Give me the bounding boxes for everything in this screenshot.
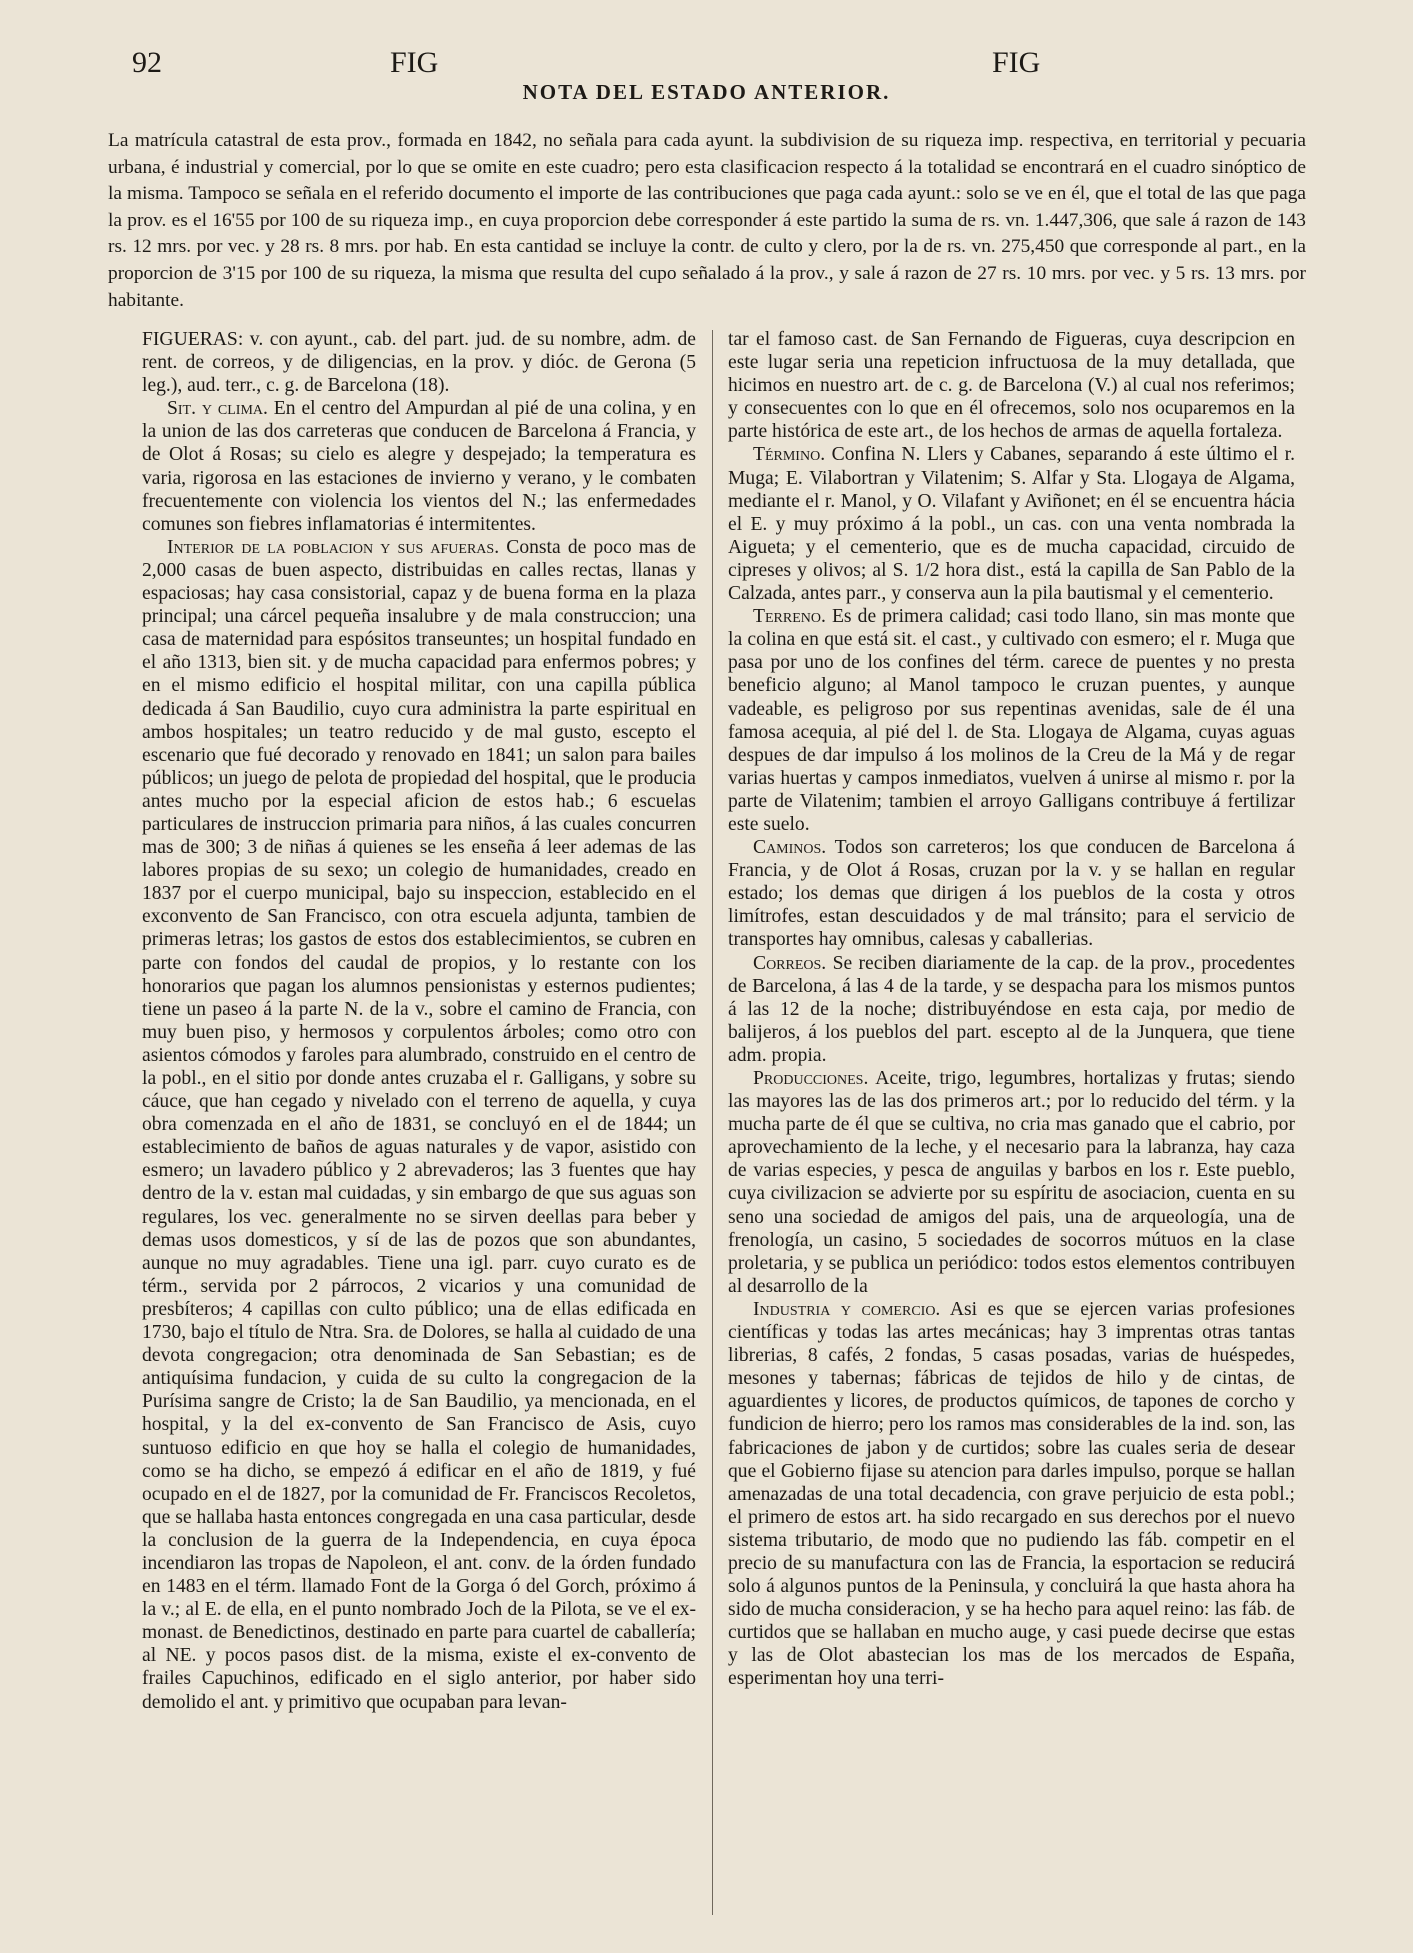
- paragraph-text: En el centro del Ampurdan al pié de una colina, y en la union de las dos carreteras que conducen de Barcelona á Francia, y de Olot á Rosas; su cielo es alegre y despejado; la temperatura es varia, rigorosa en las estaciones de invierno y verano, y le combaten frecuentemente con violencia los vientos del N.; las enfermedades comunes son fiebres inflamatorias é intermitentes.: [142, 398, 696, 535]
- paragraph: [142, 328, 696, 397]
- paragraph: [728, 605, 1295, 836]
- paragraph-text: : v. con ayunt., cab. del part. jud. de su nombre, adm. de rent. de correos, y de diligencias, en la prov. y dióc. de Gerona (5 leg.), aud. terr., c. g. de Barcelona (18).: [142, 329, 696, 397]
- section-heading: Terreno.: [753, 606, 826, 628]
- paragraph: [728, 836, 1295, 951]
- paragraph-text: Asi es que se ejercen varias profesiones científicas y todas las artes mecánicas; hay 3 imprentas otras tantas librerias, 8 cafés, 2 fondas, 5 casas posadas, varias de huéspedes, mesones y tabernas; fábricas de tejidos de hilo y de cintas, de aguardientes y licores, de productos químicos, de tapones de corcho y fundicion de hierro; pero los ramos mas considerables de la ind. son, las fabricaciones de jabon y de curtidos; sobre las cuales seria de desear que el Gobierno fijase su atencion para darles impulso, porque se hallan amenazadas de una total decadencia, con grave perjuicio de esta pobl.; el primero de estos art. ha sido recargado en sus derechos por el nuevo sistema tributario, de modo que no pudiendo las fáb. competir en el precio de su manufactura con las de Francia, la esportacion se reducirá solo á algunos puntos de la Peninsula, y concluirá la que hasta ahora ha sido de mucha consideracion, y se ha hecho para aquel reino: las fáb. de curtidos que se hallaban en mucho auge, y casi puede decirse que estas y las de Olot abastecian los mas de los mercados de España, esperimentan hoy una terri-: [728, 1298, 1295, 1690]
- paragraph: [728, 328, 1295, 443]
- paragraph-text: Todos son carreteros; los que conducen de Barcelona á Francia, y de Olot á Rosas, cruzan por la v. y se hallan en regular estado; los demas que dirigen á los pueblos de la costa y otros limítrofes, estan descuidados y de mal tránsito; para el servicio de transportes hay omnibus, calesas y caballerias.: [728, 837, 1295, 951]
- paragraph: [728, 952, 1295, 1067]
- paragraph: [728, 1067, 1295, 1298]
- section-heading: Producciones.: [753, 1068, 869, 1089]
- left-column: [142, 328, 696, 1714]
- section-heading: Industria y comercio.: [753, 1298, 941, 1320]
- column-divider: [712, 330, 713, 1915]
- paragraph-text: Confina N. Llers y Cabanes, separando á este último el r. Muga; E. Vilabortran y Vilatenim; S. Alfar y Sta. Llogaya de Algama, mediante el r. Manol, y O. Vilafant y Aviñonet; en él se encuentra hácia el E. y muy próximo á la pobl., un cas. con una venta nombrada la Aigueta; y el cementerio, que es de mucha capacidad, circuido de cipreses y olivos; al S. 1/2 hora dist., está la capilla de San Pablo de la Calzada, antes parr., y conserva aun la pila bautismal y el cementerio.: [728, 444, 1295, 605]
- paragraph: [728, 443, 1295, 605]
- section-heading: FIGUERAS: [142, 329, 238, 350]
- running-head-left: FIG: [390, 46, 439, 79]
- paragraph-text: Se reciben diariamente de la cap. de la prov., procedentes de Barcelona, á las 4 de la tarde, y se despacha para los mismos puntos á las 12 de la noche; distribuyéndose en esta caja, por medio de balijeros, á los pueblos del part. escepto al de la Junquera, que tiene adm. propia.: [728, 952, 1295, 1066]
- paragraph: [142, 397, 696, 536]
- section-heading: Correos.: [753, 952, 827, 974]
- paragraph-text: Aceite, trigo, legumbres, hortalizas y frutas; siendo las mayores las de las dos primeros art.; por lo reducido del térm. y la mucha parte de él que se cultiva, no cria mas ganado que el cabrio, por aprovechamiento de la leche, y el necesario para la labranza, hay caza de varias especies, y pesca de anguilas y barbos en los r. Este pueblo, cuya civilizacion se advierte por su espíritu de asociacion, cuenta en su seno una sociedad de amigos del pais, una de arqueología, una de frenología, un casino, 5 sociedades de socorros mútuos en la clase proletaria, y se publica un periódico: todos estos elementos contribuyen al desarrollo de la: [728, 1068, 1295, 1297]
- section-heading: Término.: [753, 444, 826, 466]
- running-header: [132, 46, 1273, 82]
- note-paragraph: La matrícula catastral de esta prov., formada en 1842, no señala para cada ayunt. la subdivision de su riqueza imp. respectiva, en territorial y pecuaria urbana, é industrial y comercial, por lo que se omite en este cuadro; pero esta clasificacion respecto á la totalidad se encontrará en el cuadro sinóptico de la misma. Tampoco se señala en el referido documento el importe de las contribuciones que paga cada ayunt.: solo se ve en él, que el total de las que paga la prov. es el 16'55 por 100 de su riqueza imp., en cuya proporcion debe corresponder á este partido la suma de rs. vn. 1.447,306, que sale á razon de 143 rs. 12 mrs. por vec. y 28 rs. 8 mrs. por hab. En esta cantidad se incluye la contr. de culto y clero, por la de rs. vn. 275,450 que corresponde al part., en la proporcion de 3'15 por 100 de su riqueza, la misma que resulta del cupo señalado á la prov., y sale á razon de 27 rs. 10 mrs. por vec. y 5 rs. 13 mrs. por habitante.: [108, 130, 1306, 311]
- paragraph-text: tar el famoso cast. de San Fernando de Figueras, cuya descripcion en este lugar seria una repeticion infructuosa de la muy detallada, que hicimos en nuestro art. de c. g. de Barcelona (V.) al cual nos referimos; y consecuentes con lo que en él ofrecemos, solo nos ocuparemos en la parte histórica de este art., de los hechos de armas de aquella fortaleza.: [728, 329, 1295, 443]
- note-title: NOTA DEL ESTADO ANTERIOR.: [522, 80, 891, 104]
- section-heading: Interior de la poblacion y sus afueras.: [167, 536, 500, 558]
- page-number: 92: [132, 46, 162, 79]
- section-heading: Caminos.: [753, 837, 827, 859]
- section-heading: Sit. y clima.: [167, 398, 268, 420]
- paragraph: [728, 1298, 1295, 1691]
- paragraph-text: Consta de poco mas de 2,000 casas de buen aspecto, distribuidas en calles rectas, llanas y espaciosas; hay casa consistorial, capaz y de buena forma en la plaza principal; una cárcel pequeña insalubre y de mala construccion; una casa de maternidad para espósitos transeuntes; un hospital fundado en el año 1313, bien sit. y de mucha capacidad para enfermos pobres; y en el mismo edificio el hospital militar, con una capilla pública dedicada á San Baudilio, cuyo cura administra la parte espiritual en ambos hospitales; un teatro reducido y de mal gusto, escepto el escenario que fué decorado y renovado en 1841; un salon para bailes públicos; un juego de pelota de propiedad del hospital, que le producia antes mucho por la especial aficion de estos hab.; 6 escuelas particulares de instruccion primaria para niños, á las cuales concurren mas de 300; 3 de niñas á quienes se les enseña á leer ademas de las labores propias de su sexo; un colegio de humanidades, creado en 1837 por el cuerpo municipal, bajo su inspeccion, establecido en el exconvento de San Francisco, con otra escuela adjunta, tambien de primeras letras; los gastos de estos dos establecimientos, se cubren en parte con fondos del caudal de propios, y lo restante con los honorarios que pagan los alumnos pensionistas y esternos pudientes; tiene un paseo á la parte N. de la v., sobre el camino de Francia, con muy buen piso, y hermosos y corpulentos árboles; como otro con asientos cómodos y faroles para alumbrado, construido en el centro de la pobl., en el sitio por donde antes cruzaba el r. Galligans, y sobre su cáuce, que han cegado y nivelado con el terreno de aquella, y cuya obra comenzada en el año de 1831, se concluyó en el de 1844; un establecimiento de baños de aguas naturales y de vapor, asistido con esmero; un lavadero público y 2 abrevaderos; las 3 fuentes que hay dentro de la v. estan mal cuidadas, y sin embargo de que sus aguas son regulares, los vec. generalmente no se sirven deellas para beber y demas usos domesticos, y sí de las de pozos que son abundantes, aunque no muy agradables. Tiene una igl. parr. cuyo curato es de térm., servida por 2 párrocos, 2 vicarios y una comunidad de presbíteros; 4 capillas con culto público; una de ellas edificada en 1730, bajo el título de Ntra. Sra. de Dolores, se halla al cuidado de una devota congregacion; otra denominada de San Sebastian; es de antiquísima fundacion, y cuida de su culto la congregacion de la Purísima sangre de Cristo; la de San Baudilio, ya mencionada, en el hospital, y la del ex-convento de San Francisco de Asis, cuyo suntuoso edificio en que hoy se halla el colegio de humanidades, como se ha dicho, se empezó á edificar en el año de 1819, y fué ocupado en el de 1827, por la comunidad de Fr. Franciscos Recoletos, que se hallaba hasta entonces congregada en una casa particular, desde la conclusion de la guerra de la Independencia, en cuya época incendiaron las tropas de Napoleon, el ant. conv. de la órden fundado en 1483 en el térm. llamado Font de la Gorga ó del Gorch, próximo á la v.; al E. de ella, en el punto nombrado Joch de la Pilota, se ve el ex-monast. de Benedictinos, destinado en parte para cuartel de caballería; al NE. y pocos pasos dist. de la misma, existe el ex-convento de frailes Capuchinos, edificado en el siglo anterior, por haber sido demolido el ant. y primitivo que ocupaban para levan-: [142, 536, 696, 1713]
- paragraph-text: Es de primera calidad; casi todo llano, sin mas monte que la colina en que está sit. el cast., y cultivado con esmero; el r. Muga que pasa por uno de los confines del térm. carece de puentes y no presta beneficio alguno; al Manol tampoco le cruzan puentes, y aunque vadeable, es peligroso por sus repentinas avenidas, sale de él una famosa acequia, al pié del l. de Sta. Llogaya de Algama, cuyas aguas despues de dar impulso á los molinos de la Creu de la Má y de regar varias huertas y campos inmediatos, vuelven á unirse al mismo r. por la parte de Vilatenim; tambien el arroyo Galligans contribuye á fertilizar este suelo.: [728, 606, 1295, 835]
- paragraph: [142, 536, 696, 1714]
- running-head-right: FIG: [992, 46, 1041, 79]
- right-column: [728, 328, 1295, 1691]
